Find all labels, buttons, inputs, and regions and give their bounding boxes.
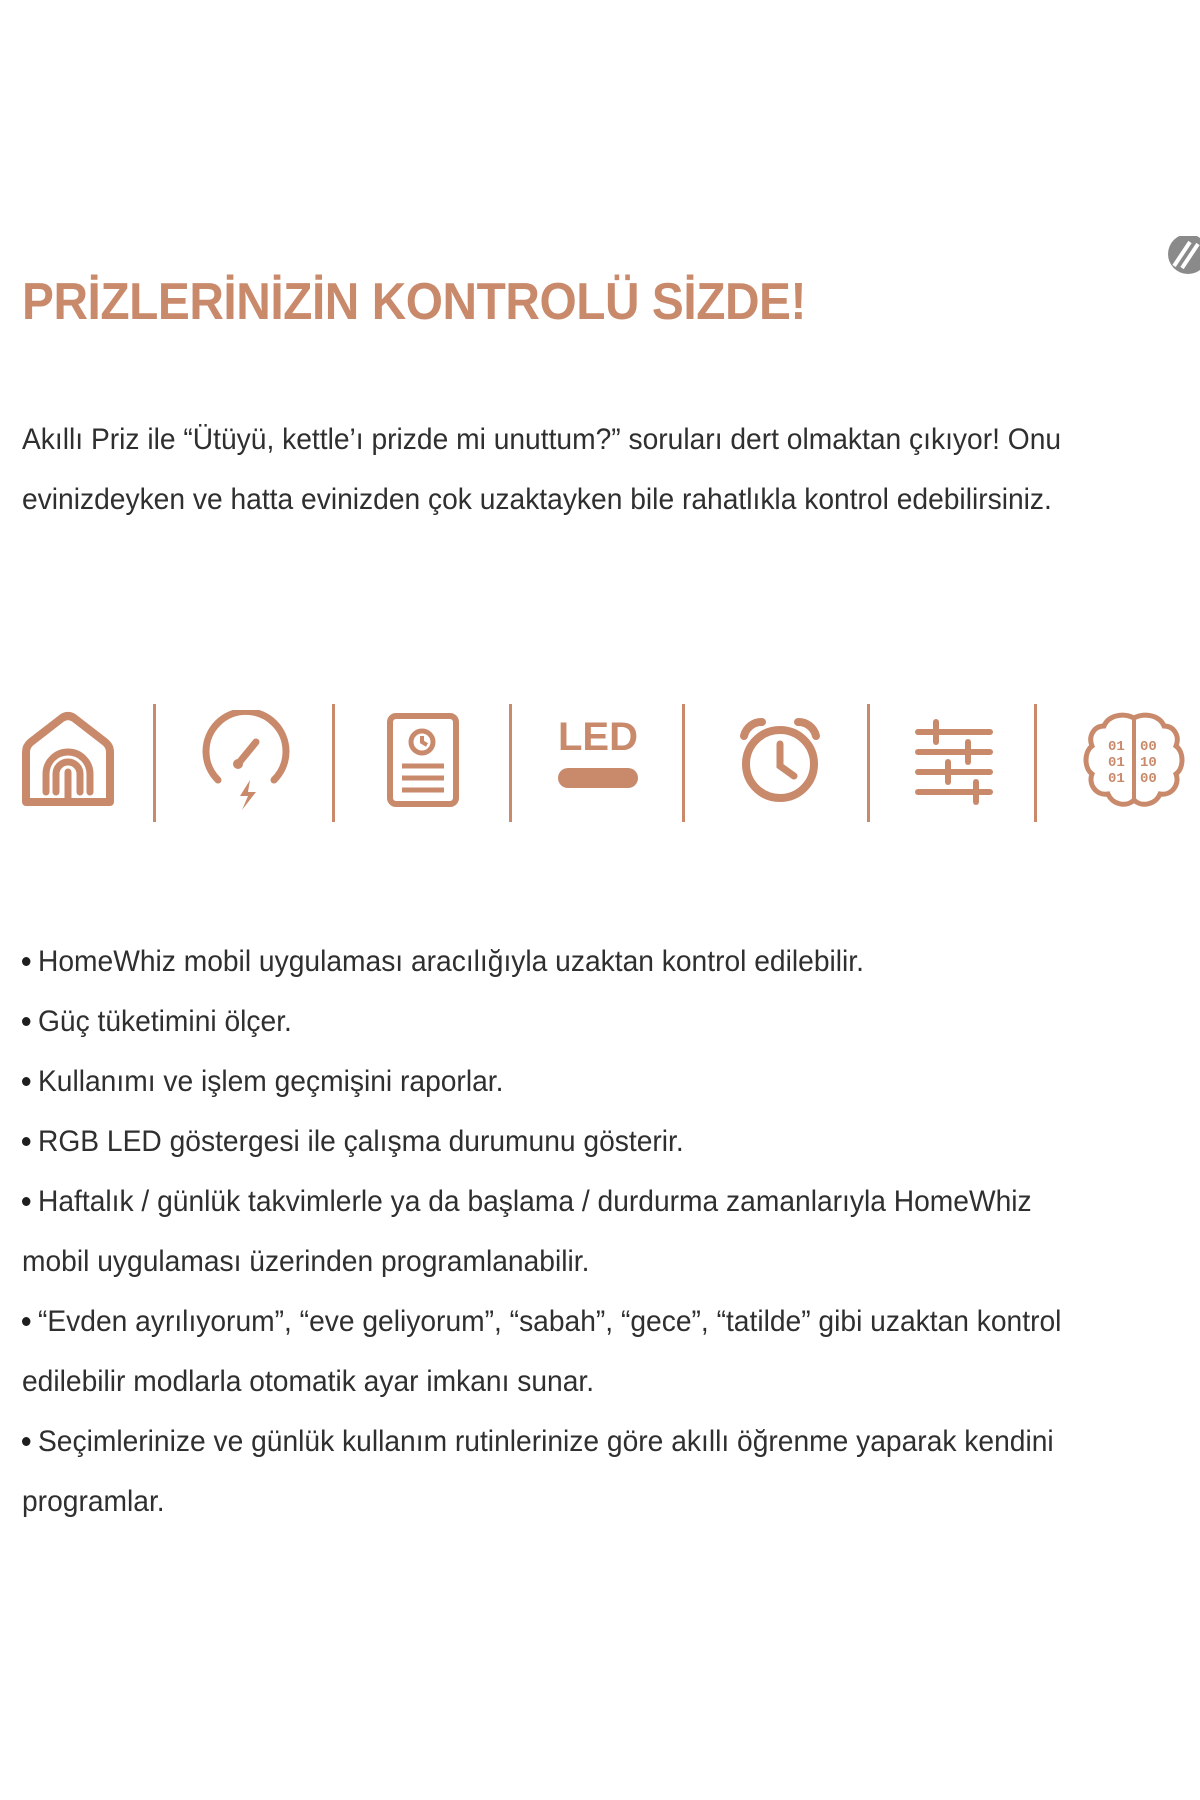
intro-paragraph: Akıllı Priz ile “Ütüyü, kettle’ı prizde mi unuttum?” soruları dert olmaktan çıkıyor! Onu evinizdeyken ve hatta evinizden çok uzaktayken bile rahatlıkla kontrol edebilirsiniz. (22, 423, 1062, 516)
feature-text: Haftalık / günlük takvimlerle ya da başlama / durdurma zamanlarıyla HomeWhiz mobil uygulaması üzerinden programlanabilir. (22, 1185, 1032, 1278)
icon-divider (153, 704, 156, 822)
icon-divider (509, 704, 512, 822)
smart-brain-icon (1082, 710, 1186, 810)
icon-divider (867, 704, 870, 822)
feature-icon-row (0, 700, 1200, 830)
page-title: PRİZLERİNİZİN KONTROLÜ SİZDE! (22, 273, 806, 331)
feature-item (22, 1412, 1094, 1532)
bullet-icon (22, 957, 30, 966)
brain-binary-text: 00 (1140, 739, 1157, 755)
settings-sliders-icon (904, 710, 1004, 810)
led-label: LED (558, 715, 638, 759)
feature-text: HomeWhiz mobil uygulaması aracılığıyla uzaktan kontrol edilebilir. (37, 945, 864, 978)
bullet-icon (22, 1017, 30, 1026)
feature-item (22, 1052, 1094, 1112)
feature-text: “Evden ayrılıyorum”, “eve geliyorum”, “sabah”, “gece”, “tatilde” gibi uzaktan kontrol edilebilir modlarla otomatik ayar imkanı sunar. (22, 1305, 1062, 1398)
brain-binary-text: 01 (1108, 771, 1125, 787)
icon-divider (1034, 704, 1037, 822)
bullet-icon (22, 1137, 30, 1146)
brain-binary-text: 00 (1140, 771, 1157, 787)
bullet-icon (22, 1317, 30, 1326)
icon-divider (682, 704, 685, 822)
alarm-clock-icon (730, 710, 830, 810)
brain-binary-text: 10 (1140, 755, 1157, 771)
feature-text: Kullanımı ve işlem geçmişini raporlar. (37, 1065, 504, 1098)
power-meter-icon (196, 710, 296, 810)
feature-item (22, 992, 1094, 1052)
bullet-icon (22, 1197, 30, 1206)
feature-text: RGB LED göstergesi ile çalışma durumunu gösterir. (37, 1125, 684, 1158)
icon-divider (332, 704, 335, 822)
feature-item (22, 1292, 1094, 1412)
feature-text: Güç tüketimini ölçer. (37, 1005, 292, 1038)
feature-item (22, 1172, 1094, 1292)
led-icon (548, 710, 648, 810)
feature-text: Seçimlerinize ve günlük kullanım rutinlerinize göre akıllı öğrenme yaparak kendini programlar. (22, 1425, 1054, 1518)
bullet-icon (22, 1077, 30, 1086)
feature-item (22, 932, 1094, 992)
smart-home-icon (18, 710, 118, 810)
feature-list (22, 932, 1094, 1532)
feature-item (22, 1112, 1094, 1172)
brain-binary-text: 01 (1108, 755, 1125, 771)
bullet-icon (22, 1437, 30, 1446)
brain-binary-text: 01 (1108, 739, 1125, 755)
report-icon (372, 710, 472, 810)
partial-logo-icon (1160, 236, 1200, 276)
